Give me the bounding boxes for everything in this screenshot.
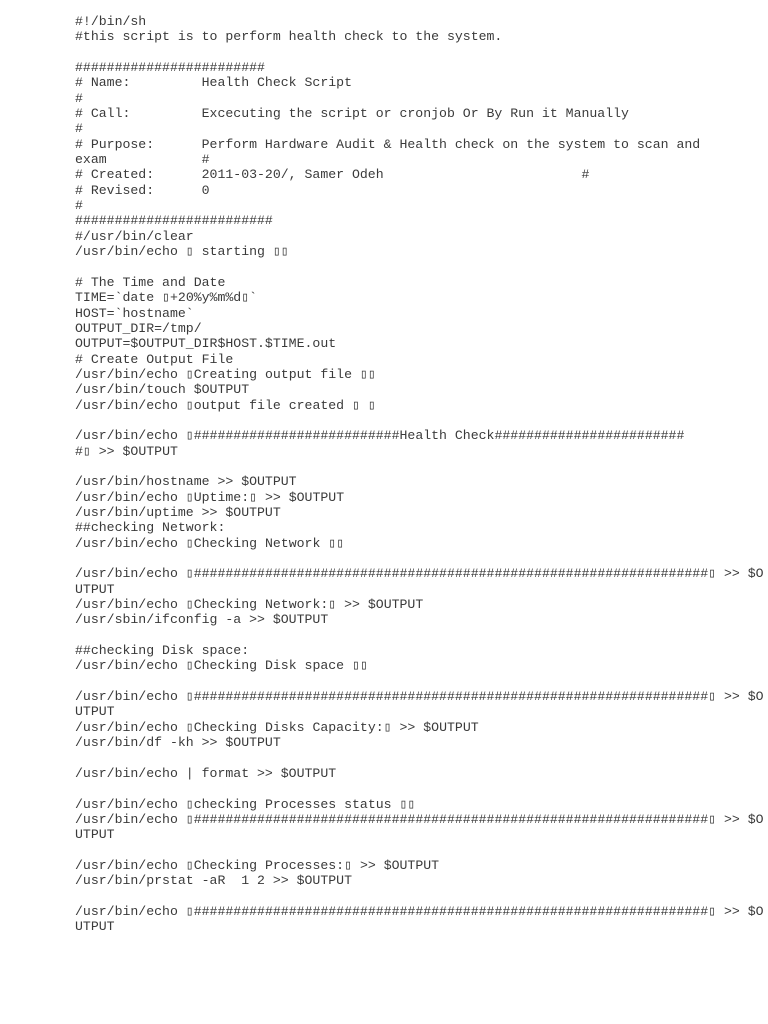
blank-line xyxy=(75,551,755,566)
script-line: # Create Output File xyxy=(75,351,234,367)
script-line: /usr/bin/echo | format >> $OUTPUT xyxy=(75,765,337,781)
script-line: /usr/bin/echo ▯##########################Health Check######################## xyxy=(75,428,685,444)
script-line: /usr/bin/echo ▯ starting ▯▯ xyxy=(75,244,289,260)
blank-line xyxy=(75,413,755,428)
script-line: # Call: Excecuting the script or cronjob Or By Run it Manually xyxy=(75,106,629,122)
script-line: ##checking Network: xyxy=(75,520,226,536)
script-line: /usr/sbin/ifconfig -a >> $OUTPUT xyxy=(75,612,329,628)
script-line: # Name: Health Check Script xyxy=(75,75,352,91)
script-line: #this script is to perform health check to the system. xyxy=(75,29,503,45)
script-line: #▯ >> $OUTPUT xyxy=(75,443,178,459)
script-line: # Revised: 0 xyxy=(75,182,210,198)
script-line: # The Time and Date xyxy=(75,274,226,290)
script-line: /usr/bin/uptime >> $OUTPUT xyxy=(75,505,281,520)
script-line: OUTPUT_DIR=/tmp/ xyxy=(75,320,202,336)
script-line: UTPUT xyxy=(75,704,115,720)
script-line: # Created: 2011-03-20/, Samer Odeh # xyxy=(75,167,590,183)
script-line: # xyxy=(75,198,83,214)
script-line: #!/bin/sh xyxy=(75,14,147,29)
script-line: /usr/bin/echo ▯Uptime:▯ >> $OUTPUT xyxy=(75,489,345,505)
blank-line xyxy=(75,628,755,643)
script-document xyxy=(75,14,764,935)
script-line: #/usr/bin/clear xyxy=(75,228,194,244)
script-line: /usr/bin/echo ▯checking Processes status ▯▯ xyxy=(75,796,416,812)
blank-line xyxy=(75,843,755,858)
script-line: /usr/bin/echo ▯Checking Disk space ▯▯ xyxy=(75,658,368,674)
script-line: UTPUT xyxy=(75,919,115,935)
script-line: /usr/bin/echo ▯#################################################################▯ >> $O xyxy=(75,566,764,582)
script-line: /usr/bin/echo ▯Checking Network:▯ >> $OUTPUT xyxy=(75,597,424,613)
script-line: HOST=`hostname` xyxy=(75,305,194,321)
script-line: /usr/bin/echo ▯Checking Disks Capacity:▯ >> $OUTPUT xyxy=(75,719,479,735)
script-line: exam # xyxy=(75,152,210,168)
script-line: /usr/bin/echo ▯Checking Processes:▯ >> $OUTPUT xyxy=(75,857,440,873)
script-line: /usr/bin/prstat -aR 1 2 >> $OUTPUT xyxy=(75,873,352,889)
blank-line xyxy=(75,751,755,766)
script-line: /usr/bin/df -kh >> $OUTPUT xyxy=(75,735,281,751)
script-line: ######################### xyxy=(75,213,273,229)
blank-line xyxy=(75,260,755,275)
blank-line xyxy=(75,889,755,904)
script-line: /usr/bin/echo ▯output file created ▯ ▯ xyxy=(75,397,376,413)
script-line: /usr/bin/echo ▯#################################################################▯ >> $O xyxy=(75,811,764,827)
script-line: ##checking Disk space: xyxy=(75,643,250,659)
script-line: TIME=`date ▯+20%y%m%d▯` xyxy=(75,290,258,306)
script-line: /usr/bin/hostname >> $OUTPUT xyxy=(75,474,297,490)
blank-line xyxy=(75,674,755,689)
script-line: /usr/bin/echo ▯Creating output file ▯▯ xyxy=(75,366,376,382)
script-line: UTPUT xyxy=(75,827,115,843)
script-line: /usr/bin/touch $OUTPUT xyxy=(75,382,250,398)
blank-line xyxy=(75,459,755,474)
script-line: ######################## xyxy=(75,60,265,76)
script-line: UTPUT xyxy=(75,581,115,597)
script-line: /usr/bin/echo ▯#################################################################▯ >> $O xyxy=(75,903,764,919)
script-line: # Purpose: Perform Hardware Audit & Health check on the system to scan and xyxy=(75,136,701,152)
script-line: /usr/bin/echo ▯Checking Network ▯▯ xyxy=(75,535,345,551)
script-line: OUTPUT=$OUTPUT_DIR$HOST.$TIME.out xyxy=(75,336,337,352)
script-line: # xyxy=(75,121,83,137)
script-line: # xyxy=(75,90,83,106)
blank-line xyxy=(75,781,755,796)
blank-line xyxy=(75,45,755,60)
script-line: /usr/bin/echo ▯#################################################################▯ >> $O xyxy=(75,689,764,705)
